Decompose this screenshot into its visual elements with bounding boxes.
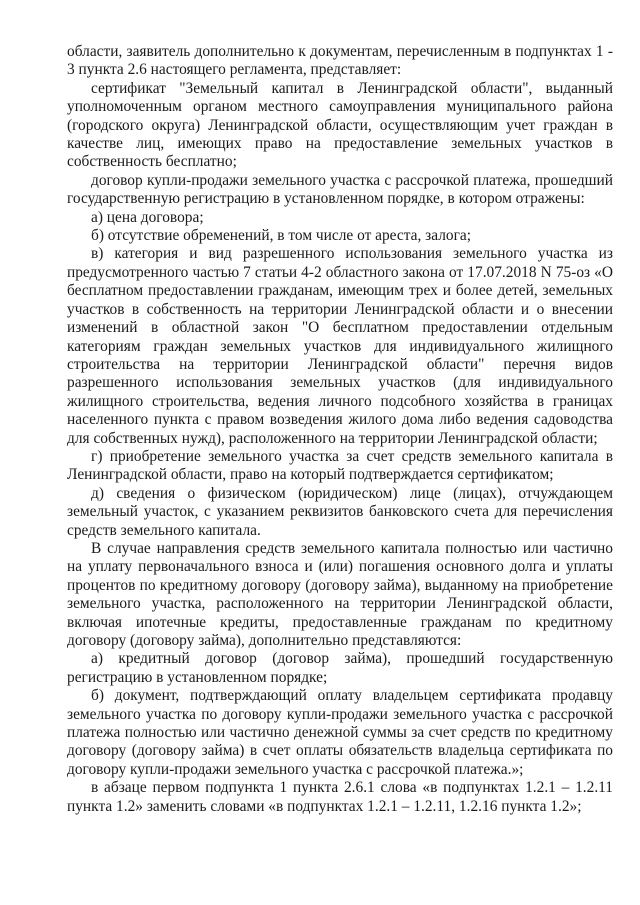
list-item-a-credit: а) кредитный договор (договор займа), прошедший государственную регистрацию в установленном порядке; — [67, 650, 613, 686]
list-item-b-payment: б) документ, подтверждающий оплату владельцем сертификата продавцу земельного участка по договору купли-продажи земельного участка с рассрочкой платежа полностью или частично денежной суммы за счет средств по кредитному договору (договору займа) в счет оплаты обязательств владельца сертификата по договору купли-продажи земельного участка с рассрочкой платежа.»; — [67, 687, 613, 778]
list-item-g: г) приобретение земельного участка за счет средств земельного капитала в Ленинградской области, право на который подтверждается сертификатом; — [67, 447, 613, 484]
paragraph-contract: договор купли-продажи земельного участка с рассрочкой платежа, прошедший государственную регистрацию в установленном порядке, в котором отражены: — [67, 171, 613, 208]
document-page — [67, 43, 613, 816]
paragraph-certificate: сертификат "Земельный капитал в Ленинградской области", выданный уполномоченным органом местного самоуправления муниципального района (городского округа) Ленинградской области, осуществляющим учет граждан в качестве лиц, имеющих право на предоставление земельных участков в собственность бесплатно; — [67, 79, 613, 171]
paragraph-amendment: в абзаце первом подпункта 1 пункта 2.6.1 слова «в подпунктах 1.2.1 – 1.2.11 пункта 1.2» заменить словами «в подпунктах 1.2.1 – 1.2.11, 1.2.16 пункта 1.2»; — [67, 779, 613, 815]
list-item-a: а) цена договора; — [91, 208, 204, 226]
paragraph-intro: области, заявитель дополнительно к документам, перечисленным в подпунктах 1 - 3 пункта 2.6 настоящего регламента, представляет: — [67, 43, 613, 79]
list-item-d: д) сведения о физическом (юридическом) лице (лицах), отчуждающем земельный участок, с указанием реквизитов банковского счета для перечисления средств земельного капитала. — [67, 484, 613, 539]
paragraph-land-capital: В случае направления средств земельного капитала полностью или частично на уплату первоначального взноса и (или) погашения основного долга и уплаты процентов по кредитному договору (договору займа), выданному на приобретение земельного участка, расположенного на территории Ленинградской области, включая ипотечные кредиты, предоставленные гражданам по кредитному договору (договору займа), дополнительно представляются: — [67, 539, 613, 649]
list-item-v: в) категория и вид разрешенного использования земельного участка из предусмотренного частью 7 статьи 4-2 областного закона от 17.07.2018 N 75-оз «О бесплатном предоставлении гражданам, имеющим трех и более детей, земельных участков в собственность на территории Ленинградской области и о внесении изменений в областной закон "О бесплатном предоставлении отдельным категориям граждан земельных участков для индивидуального жилищного строительства на территории Ленинградской области" перечня видов разрешенного использования земельных участков (для индивидуального жилищного строительства, ведения личного подсобного хозяйства в границах населенного пункта с правом возведения жилого дома либо ведения садоводства для собственных нужд), расположенного на территории Ленинградской области; — [67, 245, 613, 447]
list-item-b: б) отсутствие обременений, в том числе от ареста, залога; — [91, 227, 471, 245]
